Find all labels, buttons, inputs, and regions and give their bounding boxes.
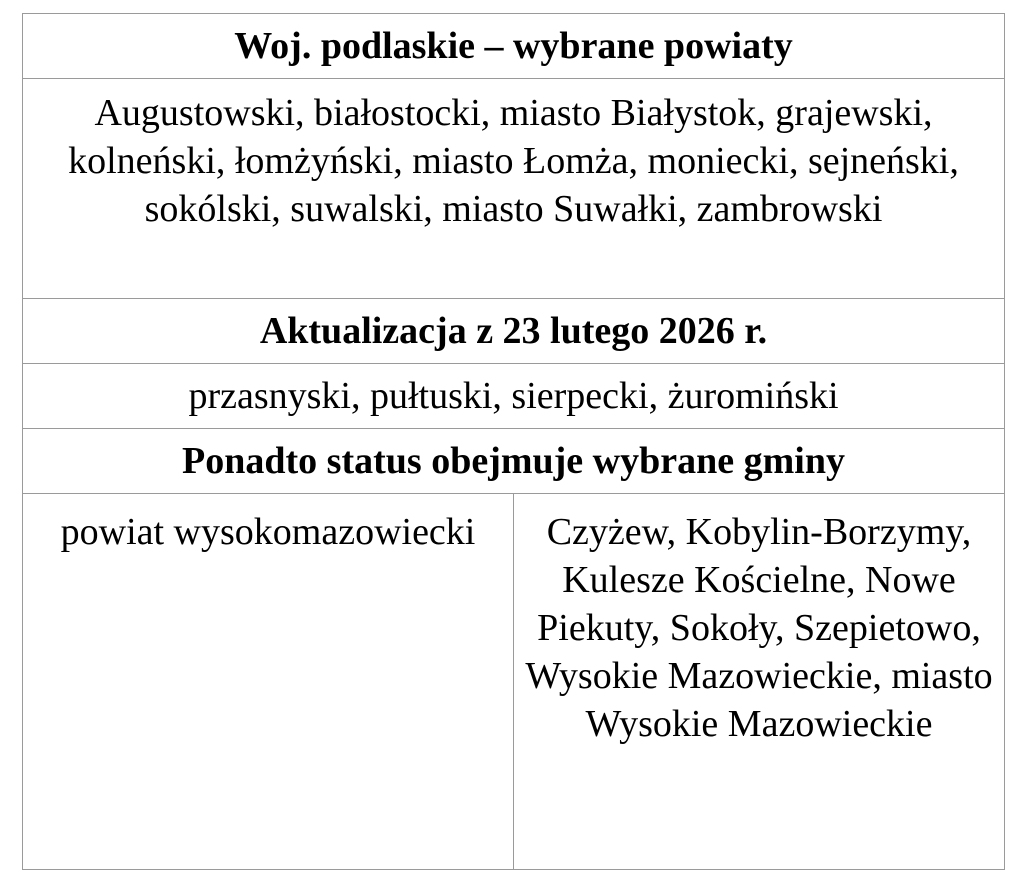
powiaty-list-podlaskie: Augustowski, białostocki, miasto Białystok, grajewski, kolneński, łomżyński, miasto Łomża, moniecki, sejneński, sokólski, suwalski, miasto Suwałki, zambrowski	[23, 79, 1005, 299]
table-row	[23, 494, 1005, 870]
section-header-podlaskie: Woj. podlaskie – wybrane powiaty	[23, 14, 1005, 79]
section-header-gminy: Ponadto status obejmuje wybrane gminy	[23, 429, 1005, 494]
table-row	[23, 79, 1005, 299]
table-row	[23, 299, 1005, 364]
table-row	[23, 429, 1005, 494]
table-row	[23, 364, 1005, 429]
table-row	[23, 14, 1005, 79]
gminy-list-cell: Czyżew, Kobylin-Borzymy, Kulesze Kościelne, Nowe Piekuty, Sokoły, Szepietowo, Wysokie Mazowieckie, miasto Wysokie Mazowieckie	[514, 494, 1005, 870]
section-header-update: Aktualizacja z 23 lutego 2026 r.	[23, 299, 1005, 364]
gminy-powiat-cell: powiat wysokomazowiecki	[23, 494, 514, 870]
powiaty-list-update: przasnyski, pułtuski, sierpecki, żuromiński	[23, 364, 1005, 429]
status-table	[22, 13, 1005, 870]
